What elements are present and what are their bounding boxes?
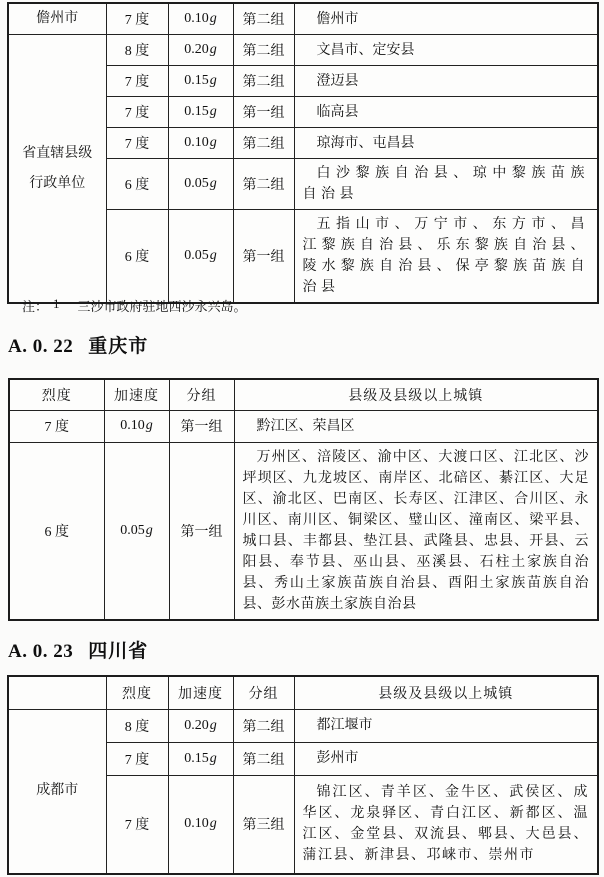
group-cell: 第二组	[233, 128, 294, 159]
acceleration-value: 0.15	[184, 750, 209, 766]
acceleration-cell	[168, 775, 233, 874]
acceleration-header: 加速度	[104, 379, 169, 410]
table-row	[9, 442, 598, 620]
intensity-cell: 6 度	[106, 210, 168, 304]
acceleration-cell	[168, 709, 233, 742]
acceleration-cell	[168, 742, 233, 775]
table-header-row	[8, 676, 598, 709]
intensity-cell: 7 度	[106, 66, 168, 97]
acceleration-value: 0.15	[184, 73, 209, 88]
table-row	[8, 35, 598, 66]
cities-cell	[294, 159, 598, 210]
footnote-label: 注：	[22, 299, 49, 314]
accel-unit-g: g	[209, 135, 217, 150]
intensity-cell: 7 度	[106, 742, 168, 775]
empty-header-cell	[8, 676, 106, 709]
cities-cell	[294, 3, 598, 35]
region-cell: 成都市	[8, 709, 106, 874]
acceleration-value: 0.20	[184, 42, 209, 57]
cities-cell	[294, 66, 598, 97]
intensity-header: 烈度	[106, 676, 168, 709]
cities-text: 锦江区、青羊区、金牛区、武侯区、成华区、龙泉驿区、青白江区、新都区、温江区、金堂县、双流县、郫县、大邑县、蒲江县、新津县、邛崃市、崇州市	[302, 785, 589, 864]
section-title: 四川省	[88, 641, 149, 662]
table-row	[9, 410, 598, 442]
table-header-row	[9, 379, 598, 410]
acceleration-value: 0.10	[184, 135, 209, 150]
accel-unit-g: g	[145, 418, 153, 433]
acceleration-header: 加速度	[168, 676, 233, 709]
footnote-text: 三沙市政府驻地西沙永兴岛。	[77, 299, 247, 314]
cities-cell	[294, 210, 598, 304]
acceleration-value: 0.15	[184, 104, 209, 119]
cities-text: 黔江区、荣昌区	[256, 418, 355, 434]
acceleration-cell	[104, 410, 169, 442]
acceleration-cell	[168, 97, 233, 128]
table-row	[8, 709, 598, 742]
footnote-number: 1	[53, 296, 60, 311]
accel-unit-g: g	[209, 11, 217, 26]
group-cell: 第三组	[233, 775, 294, 874]
intensity-cell: 7 度	[106, 775, 168, 874]
acceleration-value: 0.20	[184, 717, 209, 733]
group-cell: 第二组	[233, 35, 294, 66]
acceleration-cell	[168, 128, 233, 159]
cities-text: 临高县	[316, 104, 359, 120]
cities-cell	[234, 442, 598, 620]
acceleration-value: 0.05	[120, 522, 145, 538]
accel-unit-g: g	[209, 104, 217, 119]
acceleration-cell	[168, 66, 233, 97]
section-number: A. 0. 23	[8, 641, 74, 662]
intensity-cell: 8 度	[106, 35, 168, 66]
acceleration-value: 0.05	[184, 248, 209, 263]
accel-unit-g: g	[209, 248, 217, 263]
intensity-cell: 7 度	[106, 128, 168, 159]
group-cell: 第二组	[233, 3, 294, 35]
acceleration-cell	[168, 210, 233, 304]
cities-header: 县级及县级以上城镇	[234, 379, 598, 410]
group-cell: 第二组	[233, 159, 294, 210]
cities-text: 万州区、涪陵区、渝中区、大渡口区、江北区、沙坪坝区、九龙坡区、南岸区、北碚区、綦江区、大足区、渝北区、巴南区、长寿区、江津区、合川区、永川区、南川区、铜梁区、璧山区、潼南区、梁平县、城口县、丰都县、垫江县、武隆县、忠县、开县、云阳县、奉节县、巫山县、巫溪县、石柱土家族自治县、秀山土家族苗族自治县、酉阳土家族苗族自治县、彭水苗族土家族自治县	[242, 449, 589, 612]
cities-cell	[294, 35, 598, 66]
cities-header: 县级及县级以上城镇	[294, 676, 598, 709]
group-cell: 第二组	[233, 66, 294, 97]
cities-text: 琼海市、屯昌县	[316, 135, 415, 151]
cities-text: 五指山市、万宁市、东方市、昌江黎族自治县、乐东黎族自治县、陵水黎族自治县、保亭黎族苗族自治县	[302, 217, 589, 295]
cities-cell	[294, 709, 598, 742]
section-number: A. 0. 22	[8, 336, 74, 357]
cities-text: 澄迈县	[316, 73, 359, 89]
cities-text: 彭州市	[316, 751, 359, 766]
cities-text: 儋州市	[316, 11, 359, 27]
table-row	[8, 3, 598, 35]
region-cell: 儋州市	[8, 3, 106, 35]
cities-cell	[294, 97, 598, 128]
acceleration-value: 0.10	[120, 418, 145, 433]
cities-cell	[234, 410, 598, 442]
section-title: 重庆市	[88, 336, 149, 357]
intensity-header: 烈度	[9, 379, 104, 410]
section-heading-sichuan	[8, 636, 148, 663]
accel-unit-g: g	[209, 73, 217, 88]
intensity-cell: 6 度	[106, 159, 168, 210]
sichuan-table	[7, 675, 599, 875]
hainan-table	[7, 2, 599, 304]
intensity-cell: 8 度	[106, 709, 168, 742]
intensity-cell: 7 度	[106, 3, 168, 35]
footnote	[22, 296, 247, 315]
cities-text: 白沙黎族自治县、琼中黎族苗族自治县	[302, 166, 589, 202]
acceleration-cell	[168, 35, 233, 66]
intensity-cell: 7 度	[106, 97, 168, 128]
cities-text: 文昌市、定安县	[316, 42, 415, 58]
group-header: 分组	[233, 676, 294, 709]
accel-unit-g: g	[209, 816, 217, 832]
acceleration-cell	[168, 3, 233, 35]
group-cell: 第一组	[233, 97, 294, 128]
acceleration-cell	[168, 159, 233, 210]
accel-unit-g: g	[145, 522, 153, 538]
cities-cell	[294, 128, 598, 159]
cities-cell	[294, 775, 598, 874]
group-cell: 第一组	[233, 210, 294, 304]
intensity-cell: 7 度	[9, 410, 104, 442]
section-heading-chongqing	[8, 331, 148, 358]
chongqing-table	[8, 378, 599, 621]
acceleration-value: 0.05	[184, 176, 209, 191]
group-cell: 第一组	[169, 410, 234, 442]
group-header: 分组	[169, 379, 234, 410]
accel-unit-g: g	[209, 176, 217, 191]
group-cell: 第二组	[233, 742, 294, 775]
cities-text: 都江堰市	[316, 718, 373, 733]
accel-unit-g: g	[209, 750, 217, 766]
accel-unit-g: g	[209, 42, 217, 57]
intensity-cell: 6 度	[9, 442, 104, 620]
accel-unit-g: g	[209, 717, 217, 733]
cities-cell	[294, 742, 598, 775]
region-cell: 省直辖县级行政单位	[8, 35, 106, 304]
acceleration-cell	[104, 442, 169, 620]
group-cell: 第二组	[233, 709, 294, 742]
acceleration-value: 0.10	[184, 816, 209, 832]
acceleration-value: 0.10	[184, 11, 209, 26]
group-cell: 第一组	[169, 442, 234, 620]
